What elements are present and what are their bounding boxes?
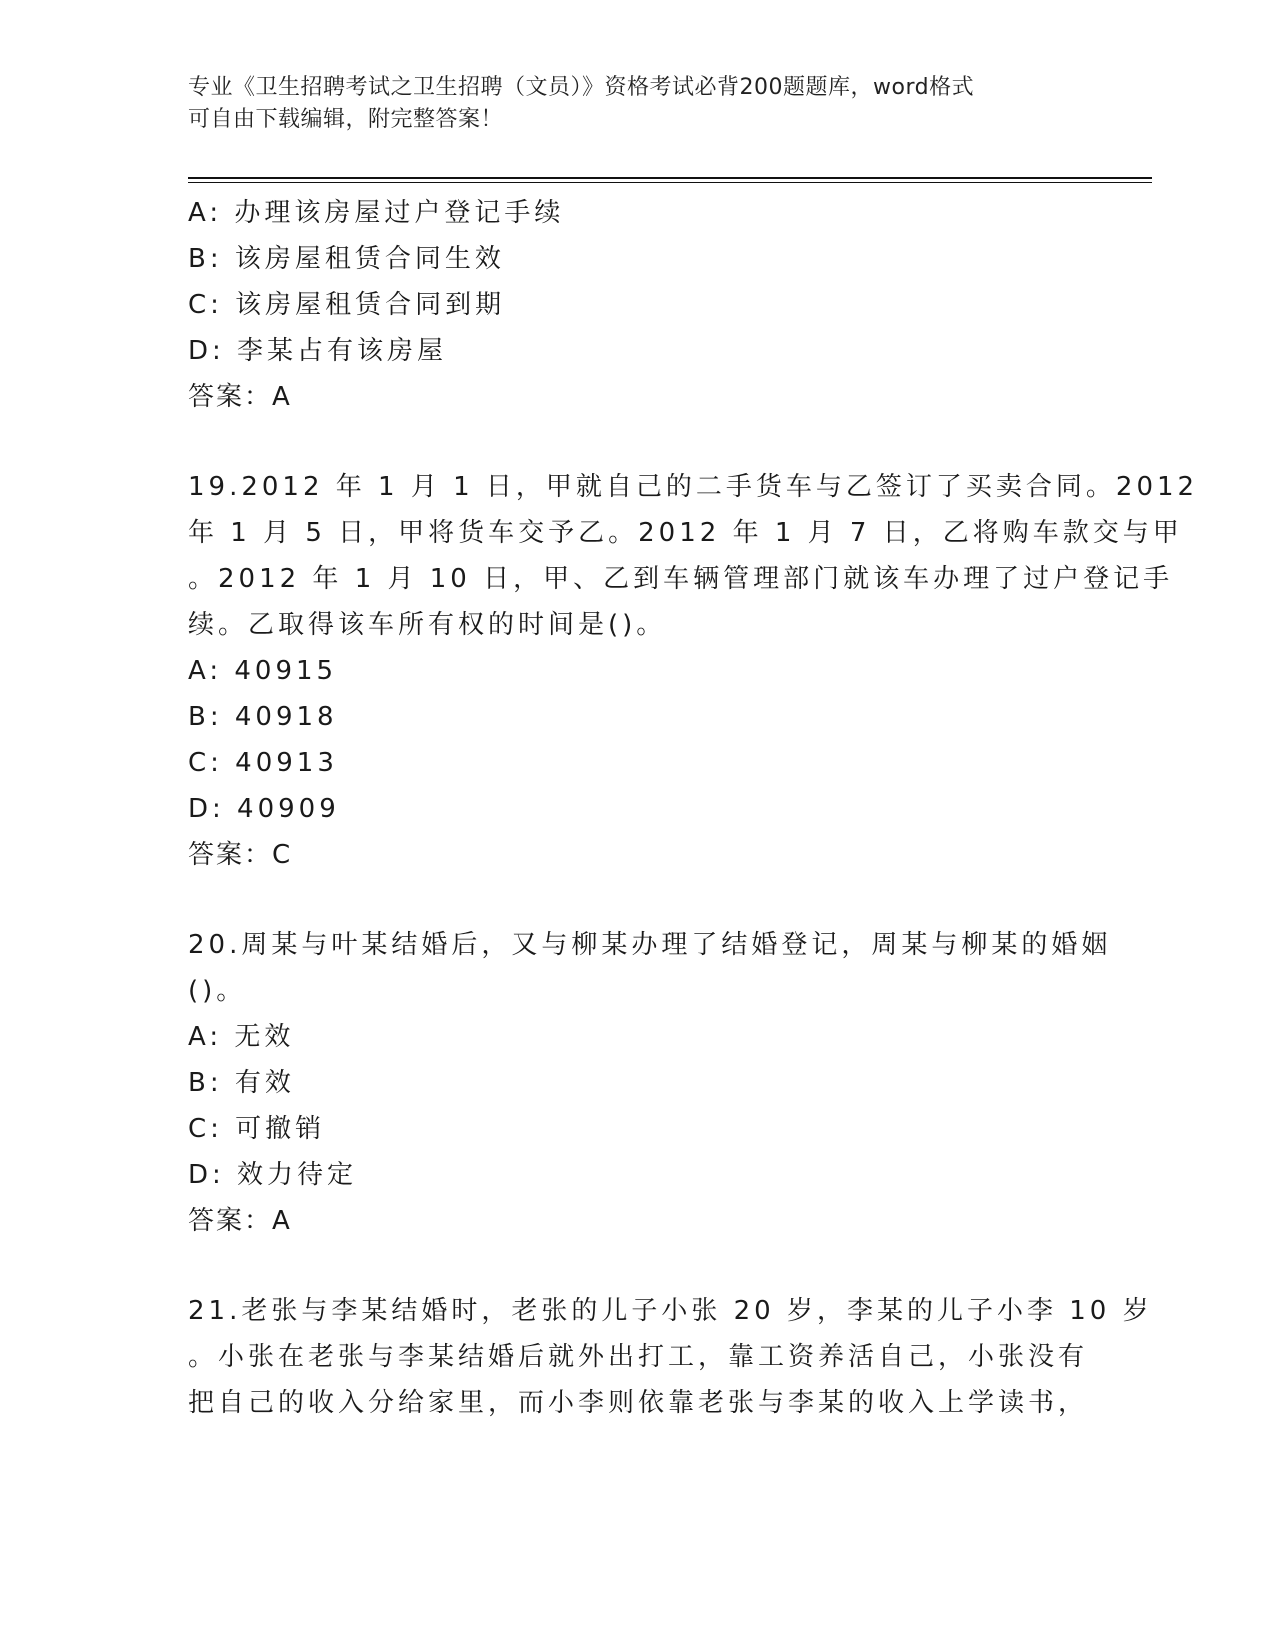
option-d: D: 效力待定 bbox=[188, 1160, 358, 1190]
spacer bbox=[188, 878, 1088, 922]
question-stem-line: 年 1 月 5 日，甲将货车交予乙。2012 年 1 月 7 日，乙将购车款交与甲 bbox=[188, 518, 1183, 548]
header-divider-thin bbox=[188, 182, 1152, 183]
spacer bbox=[188, 1244, 1088, 1288]
option-c: C: 40913 bbox=[188, 748, 338, 778]
header-title-line-1: 专业《卫生招聘考试之卫生招聘（文员）》资格考试必背200题题库，word格式 bbox=[188, 75, 975, 100]
question-stem-line: 。小张在老张与李某结婚后就外出打工，靠工资养活自己，小张没有 bbox=[188, 1342, 1089, 1372]
option-b: B: 40918 bbox=[188, 702, 338, 732]
question-18-tail bbox=[188, 190, 1088, 420]
question-stem-line: 把自己的收入分给家里，而小李则依靠老张与李某的收入上学读书， bbox=[188, 1388, 1089, 1418]
answer-line: 答案：A bbox=[188, 382, 292, 412]
option-b: B: 有效 bbox=[188, 1068, 295, 1098]
spacer bbox=[188, 420, 1088, 464]
question-19 bbox=[188, 464, 1199, 878]
question-stem-line: 续。乙取得该车所有权的时间是()。 bbox=[188, 610, 667, 640]
option-b: B: 该房屋租赁合同生效 bbox=[188, 244, 505, 274]
question-stem-line: 。2012 年 1 月 10 日，甲、乙到车辆管理部门就该车办理了过户登记手 bbox=[188, 564, 1174, 594]
question-stem-line: 19.2012 年 1 月 1 日，甲就自己的二手货车与乙签订了买卖合同。2012 bbox=[188, 472, 1199, 502]
document-header bbox=[188, 72, 1088, 136]
question-stem-line: ()。 bbox=[188, 976, 247, 1006]
option-d: D: 40909 bbox=[188, 794, 340, 824]
question-21 bbox=[188, 1288, 1153, 1426]
option-c: C: 该房屋租赁合同到期 bbox=[188, 290, 506, 320]
header-title-line-2: 可自由下载编辑，附完整答案！ bbox=[188, 107, 504, 132]
option-a: A: 无效 bbox=[188, 1022, 295, 1052]
header-divider-thick bbox=[188, 177, 1152, 179]
answer-line: 答案：C bbox=[188, 840, 293, 870]
option-d: D: 李某占有该房屋 bbox=[188, 336, 448, 366]
option-a: A: 办理该房屋过户登记手续 bbox=[188, 198, 565, 228]
option-a: A: 40915 bbox=[188, 656, 338, 686]
question-20 bbox=[188, 922, 1112, 1244]
option-c: C: 可撤销 bbox=[188, 1114, 326, 1144]
question-stem-line: 21.老张与李某结婚时，老张的儿子小张 20 岁，李某的儿子小李 10 岁 bbox=[188, 1296, 1153, 1326]
document-body bbox=[188, 190, 1199, 1426]
answer-line: 答案：A bbox=[188, 1206, 292, 1236]
question-stem-line: 20.周某与叶某结婚后，又与柳某办理了结婚登记，周某与柳某的婚姻 bbox=[188, 930, 1112, 960]
